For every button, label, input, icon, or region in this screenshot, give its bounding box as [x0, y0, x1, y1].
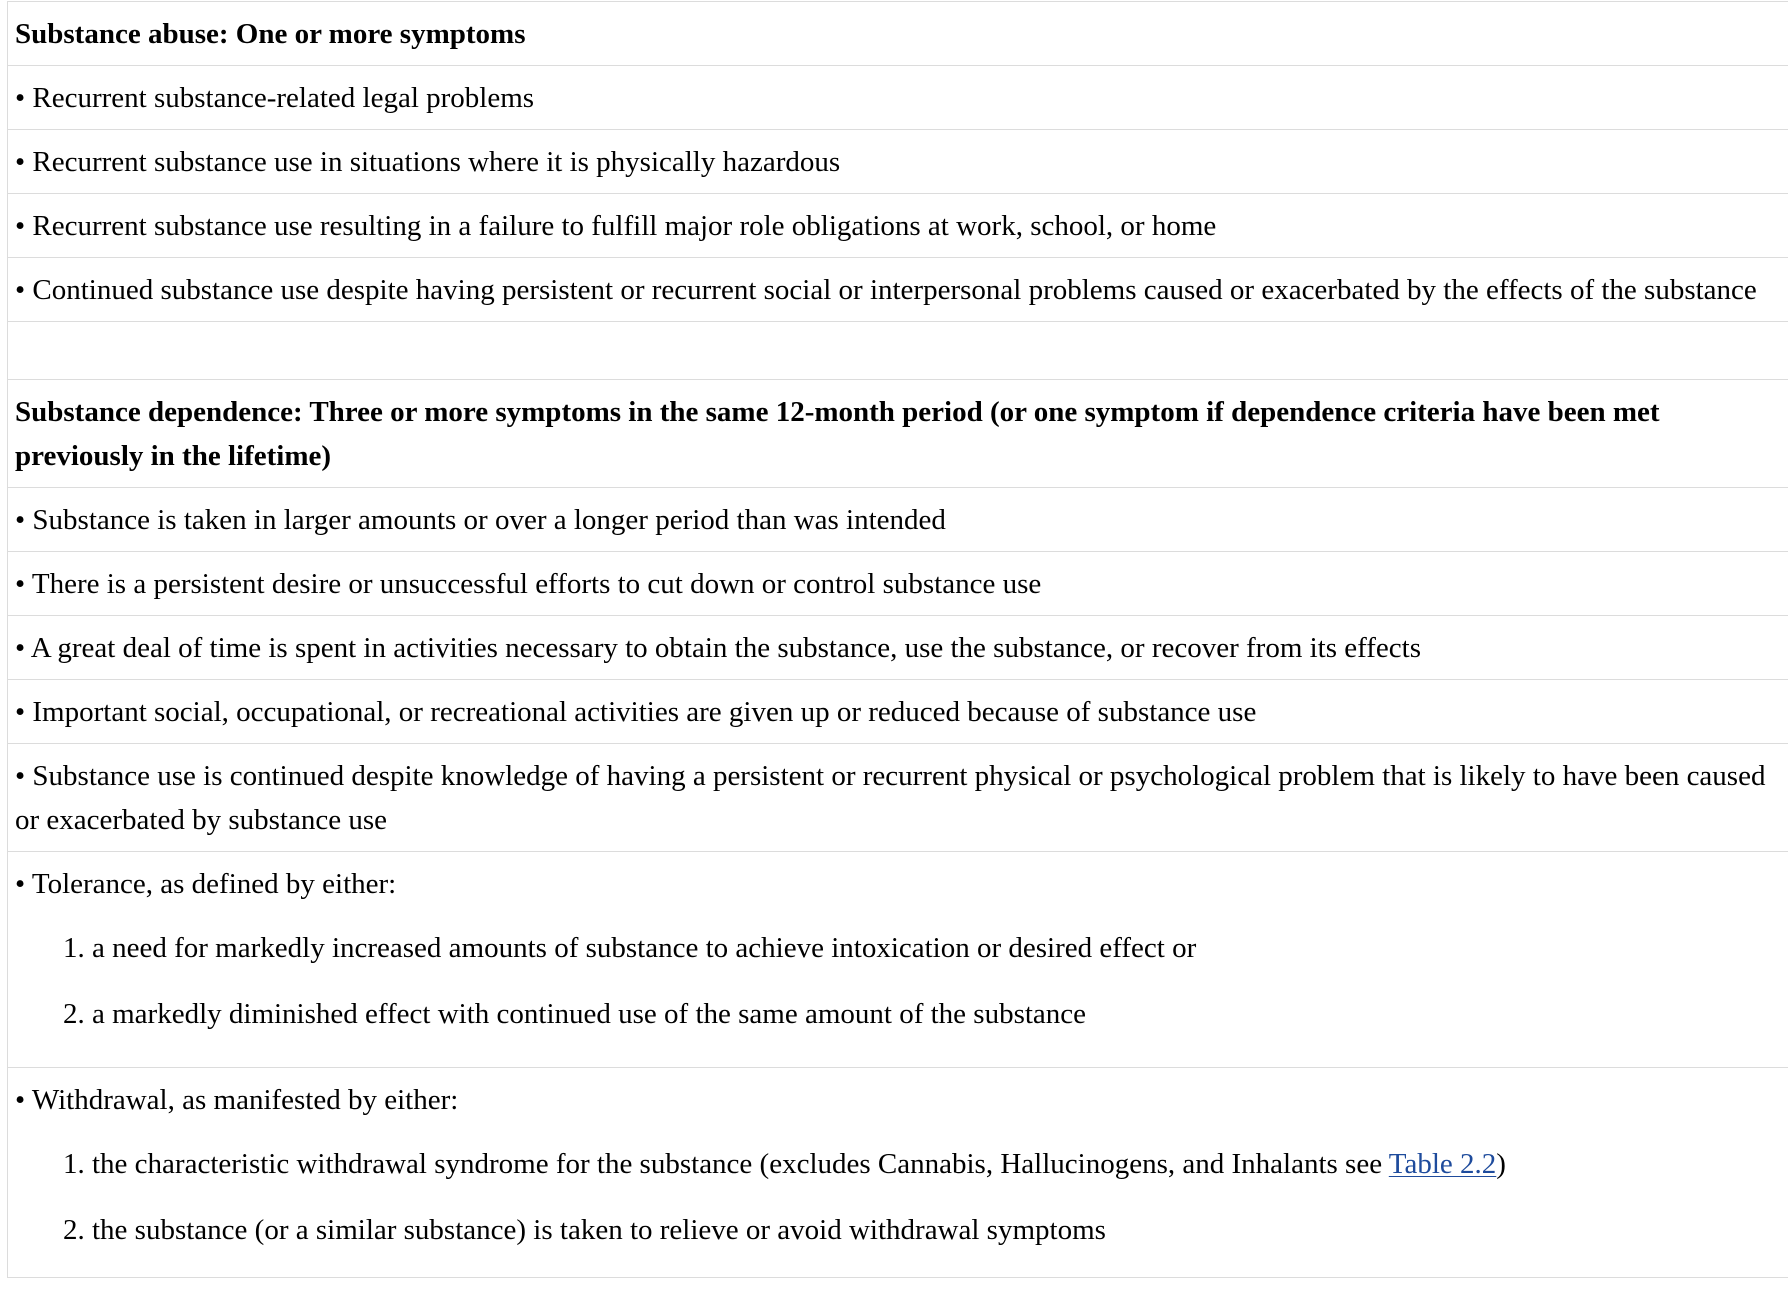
list-item: [15, 1142, 1788, 1186]
table-row: [8, 680, 1788, 744]
dependence-item-3: • A great deal of time is spent in activities necessary to obtain the substance, use the substance, or recover from its effects: [8, 616, 1788, 680]
table-row: [8, 488, 1788, 552]
tolerance-intro: • Tolerance, as defined by either:: [15, 868, 397, 900]
dependence-item-1: • Substance is taken in larger amounts or over a longer period than was intended: [8, 488, 1788, 552]
abuse-item-3: • Recurrent substance use resulting in a failure to fulfill major role obligations at work, school, or home: [8, 194, 1788, 258]
list-number: 1.: [63, 1148, 85, 1180]
table-row: [8, 616, 1788, 680]
dependence-item-4: • Important social, occupational, or recreational activities are given up or reduced because of substance use: [8, 680, 1788, 744]
table-row: [8, 194, 1788, 258]
list-item: [15, 1208, 1788, 1252]
list-item: [15, 926, 1788, 970]
table-row: [8, 66, 1788, 130]
withdrawal-intro: • Withdrawal, as manifested by either:: [15, 1084, 459, 1116]
list-number: 1.: [63, 932, 85, 964]
table-row: [8, 322, 1788, 380]
list-item-text: the substance (or a similar substance) is taken to relieve or avoid withdrawal symptoms: [92, 1214, 1106, 1246]
list-number: 2.: [63, 998, 85, 1030]
list-number: 2.: [63, 1214, 85, 1246]
table-row: [8, 1068, 1788, 1278]
empty-cell: [8, 322, 1788, 380]
table-row: [8, 552, 1788, 616]
table-row: [8, 744, 1788, 852]
table-row: [8, 130, 1788, 194]
list-item-text: the characteristic withdrawal syndrome for the substance (excludes Cannabis, Hallucinogens, and Inhalants see: [92, 1148, 1389, 1180]
tolerance-cell: [8, 852, 1788, 1068]
table-row: [8, 2, 1788, 66]
dependence-item-5: • Substance use is continued despite knowledge of having a persistent or recurrent physical or psychological problem that is likely to have been caused or exacerbated by substance use: [8, 744, 1788, 852]
abuse-item-4: • Continued substance use despite having persistent or recurrent social or interpersonal problems caused or exacerbated by the effects of the substance: [8, 258, 1788, 322]
dependence-header: Substance dependence: Three or more symptoms in the same 12-month period (or one symptom if dependence criteria have been met previously in the lifetime): [8, 380, 1788, 488]
list-item-text: a need for markedly increased amounts of substance to achieve intoxication or desired effect or: [92, 932, 1197, 964]
table-row: [8, 852, 1788, 1068]
withdrawal-cell: [8, 1068, 1788, 1278]
list-item: [15, 992, 1788, 1036]
withdrawal-list: [15, 1142, 1788, 1252]
tolerance-list: [15, 926, 1788, 1036]
criteria-table: [7, 1, 1788, 1278]
table-row: [8, 380, 1788, 488]
dependence-item-2: • There is a persistent desire or unsuccessful efforts to cut down or control substance use: [8, 552, 1788, 616]
table-row: [8, 258, 1788, 322]
abuse-item-2: • Recurrent substance use in situations where it is physically hazardous: [8, 130, 1788, 194]
abuse-header: Substance abuse: One or more symptoms: [8, 2, 1788, 66]
list-item-text: a markedly diminished effect with continued use of the same amount of the substance: [92, 998, 1087, 1030]
table-2-2-link[interactable]: Table 2.2: [1388, 1148, 1497, 1180]
list-item-text-end: ): [1496, 1148, 1506, 1180]
abuse-item-1: • Recurrent substance-related legal problems: [8, 66, 1788, 130]
